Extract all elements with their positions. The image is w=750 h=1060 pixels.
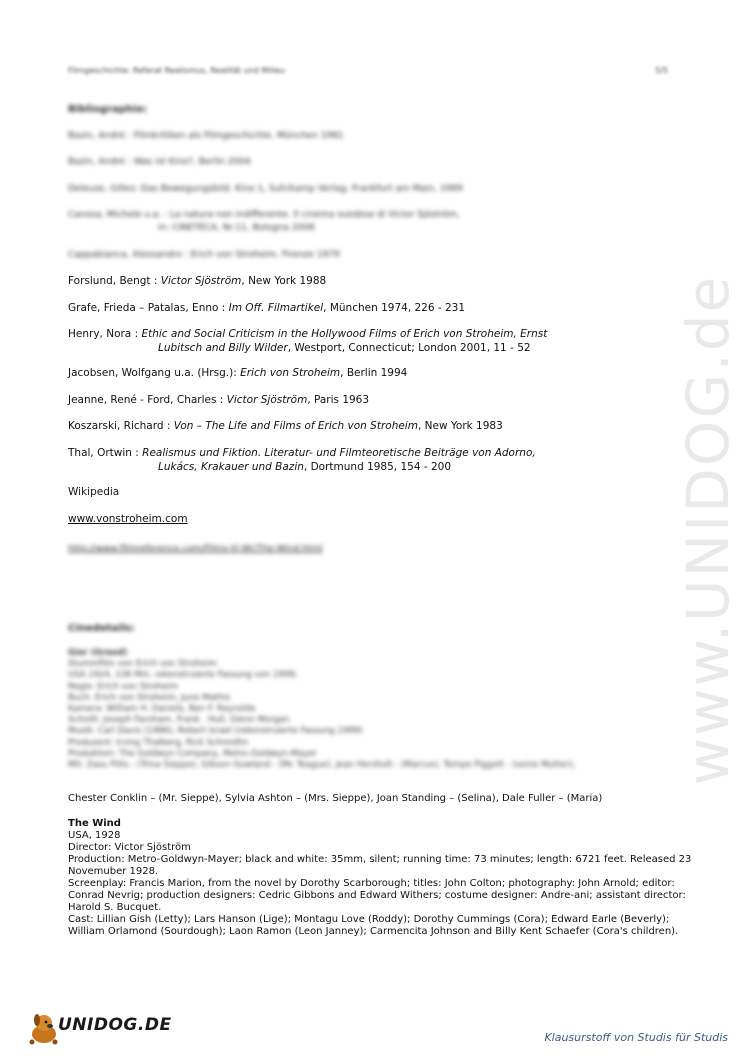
bib-publication: , Dortmund 1985, 154 - 200 <box>303 461 452 473</box>
bib-entry <box>68 393 688 407</box>
film-line: USA, 1928 <box>68 830 121 841</box>
bib-entry-line: Canosa, Michele u.a. : La natura non indifferente. Il cinema svedese di Victor Sjöström, <box>68 210 460 220</box>
bib-title: Von – The Life and Films of Erich von Stroheim <box>173 420 418 432</box>
credits-line: Produktion: The Goldwyn Company, Metro-Goldwyn-Mayer <box>68 748 318 759</box>
bib-entry-blurred: Bazin, André : Filmkritiken als Filmgeschichte, München 1981 <box>68 131 344 141</box>
credits-line: Buch: Erich von Stroheim, June Mathis <box>68 692 231 703</box>
credits-line: Produzent: Irving Thalberg, Rick Schmidlin <box>68 737 249 748</box>
bib-entry <box>68 419 688 433</box>
bib-entry-blurred: Cappabianca, Alessandro : Erich von Stroheim, Firenze 1979 <box>68 250 340 260</box>
bib-link[interactable] <box>68 512 688 526</box>
bib-author: Henry, Nora : <box>68 328 142 340</box>
credits-line: Mit: Zasu Pitts - (Trina Sieppe), Gibson Gowland - (Mc Teague), Jean Hersholt - (Marcus), Tempe Piggott - (seine Mutter), <box>68 760 576 771</box>
credits-line: USA 1924, 236 Min. rekonstruierte Fassung von 1999; <box>68 670 298 681</box>
film-line: Cast: Lillian Gish (Letty); Lars Hanson (Lige); Montagu Love (Roddy); Dorothy Cummings (Cora); Edward Earle (Beverly); William Orlamond (Sourdough); Laon Ramon (Leon Janney); Carmencita Johnson and Billy Kent Schaefer (Cora's children). <box>68 914 679 937</box>
credits-line: Schnitt: Joseph Farnham, Frank . Hull, Glenn Morgan <box>68 715 290 726</box>
film-title: The Wind <box>68 818 121 829</box>
website-link[interactable]: www.vonstroheim.com <box>68 513 188 525</box>
bibliography-heading: Bibliographie: <box>68 104 148 115</box>
bib-entry-blurred: Bazin, André : Was ist Kino?, Berlin 2004 <box>68 157 251 167</box>
bib-title: Lukács, Krakauer und Bazin <box>158 461 304 473</box>
film-line: Production: Metro-Goldwyn-Mayer; black and white: 35mm, silent; running time: 73 minutes; length: 6721 feet. Released 23 Novemuber 1928. <box>68 854 692 877</box>
bib-link-blurred[interactable] <box>68 543 688 556</box>
credits-cast-line: Chester Conklin – (Mr. Sieppe), Sylvia Ashton – (Mrs. Sieppe), Joan Standing – (Selina), Dale Fuller – (Maria) <box>68 793 603 804</box>
bib-entry: Wikipedia <box>68 486 120 498</box>
bib-publication: , München 1974, 226 - 231 <box>323 302 466 314</box>
bib-entry <box>68 366 688 380</box>
bib-publication: , New York 1983 <box>417 420 503 432</box>
bib-author: Jeanne, René - Ford, Charles : <box>68 394 227 406</box>
film-line: Director: Victor Sjöström <box>68 842 191 853</box>
header-title: Filmgeschichte: Referat Realismus, Realität und Milieu <box>68 66 285 75</box>
film-details <box>68 818 698 938</box>
bib-entry <box>68 274 688 288</box>
credits-line: Regie: Erich von Stroheim <box>68 681 179 692</box>
bib-entry-blurred: Deleuze, Gilles: Das Bewegungsbild. Kino 1, Suhrkamp Verlag, Frankfurt am Main, 1989 <box>68 184 463 194</box>
page-number: 5/5 <box>655 66 668 75</box>
bib-title: Lubitsch and Billy Wilder <box>158 342 288 354</box>
credits-line: Musik: Carl Davis (1986), Robert Israel (rekonstruierte Fassung 1999) <box>68 726 363 737</box>
cinedetails-heading: Cinedetails: <box>68 623 135 634</box>
credits-line: Stummfilm von Erich von Stroheim <box>68 659 217 670</box>
bib-publication: , Westport, Connecticut; London 2001, 11 - 52 <box>287 342 531 354</box>
bib-title: Victor Sjöström <box>160 275 242 287</box>
bib-entry-line: in: CINETECA, Nr.11, Bologna 2006 <box>158 223 315 233</box>
bib-author: Thal, Ortwin : <box>68 447 143 459</box>
bib-title: Im Off. Filmartikel <box>228 302 324 314</box>
bib-author: Forslund, Bengt : <box>68 275 161 287</box>
bib-entry <box>68 301 688 315</box>
website-link-blurred[interactable]: http://www.filmreference.com/Films-Vi-Wr/The-Wind.html <box>68 544 323 554</box>
bib-entry-blurred <box>68 209 688 235</box>
watermark: www.UNIDOG.de <box>674 274 742 786</box>
bib-author: Koszarski, Richard : <box>68 420 174 432</box>
bib-entry <box>68 327 688 355</box>
bib-author: Grafe, Frieda – Patalas, Enno : <box>68 302 229 314</box>
logo-text: UNIDOG.DE <box>58 1015 172 1035</box>
footer-tagline: Klausurstoff von Studis für Studis <box>544 1031 728 1044</box>
bib-title: Victor Sjöström <box>226 394 308 406</box>
bib-author: Jacobsen, Wolfgang u.a. (Hrsg.): <box>68 367 241 379</box>
credits-line: Kamera: William H. Daniels, Ben F. Reynolds <box>68 704 256 715</box>
bib-title: Ethic and Social Criticism in the Hollywood Films of Erich von Stroheim, Ernst <box>141 328 548 340</box>
bib-publication: , New York 1988 <box>241 275 327 287</box>
credits-title: Gier (Greed) <box>68 648 128 658</box>
page-header <box>68 66 668 75</box>
film-line: Screenplay: Francis Marion, from the novel by Dorothy Scarborough; titles: John Colton; photography: John Arnold; editor: Conrad Nevrig; production designers: Cedric Gibbons and Edward Withers; costume designer: Andre-ani; assistant director: Harold S. Bucquet. <box>68 878 686 913</box>
greed-credits <box>68 648 688 771</box>
bib-title: Erich von Stroheim <box>240 367 341 379</box>
bib-entry <box>68 446 688 474</box>
bib-publication: , Paris 1963 <box>307 394 370 406</box>
bib-title: Realismus und Fiktion. Literatur- und Filmteoretische Beiträge von Adorno, <box>142 447 536 459</box>
bib-publication: , Berlin 1994 <box>340 367 408 379</box>
